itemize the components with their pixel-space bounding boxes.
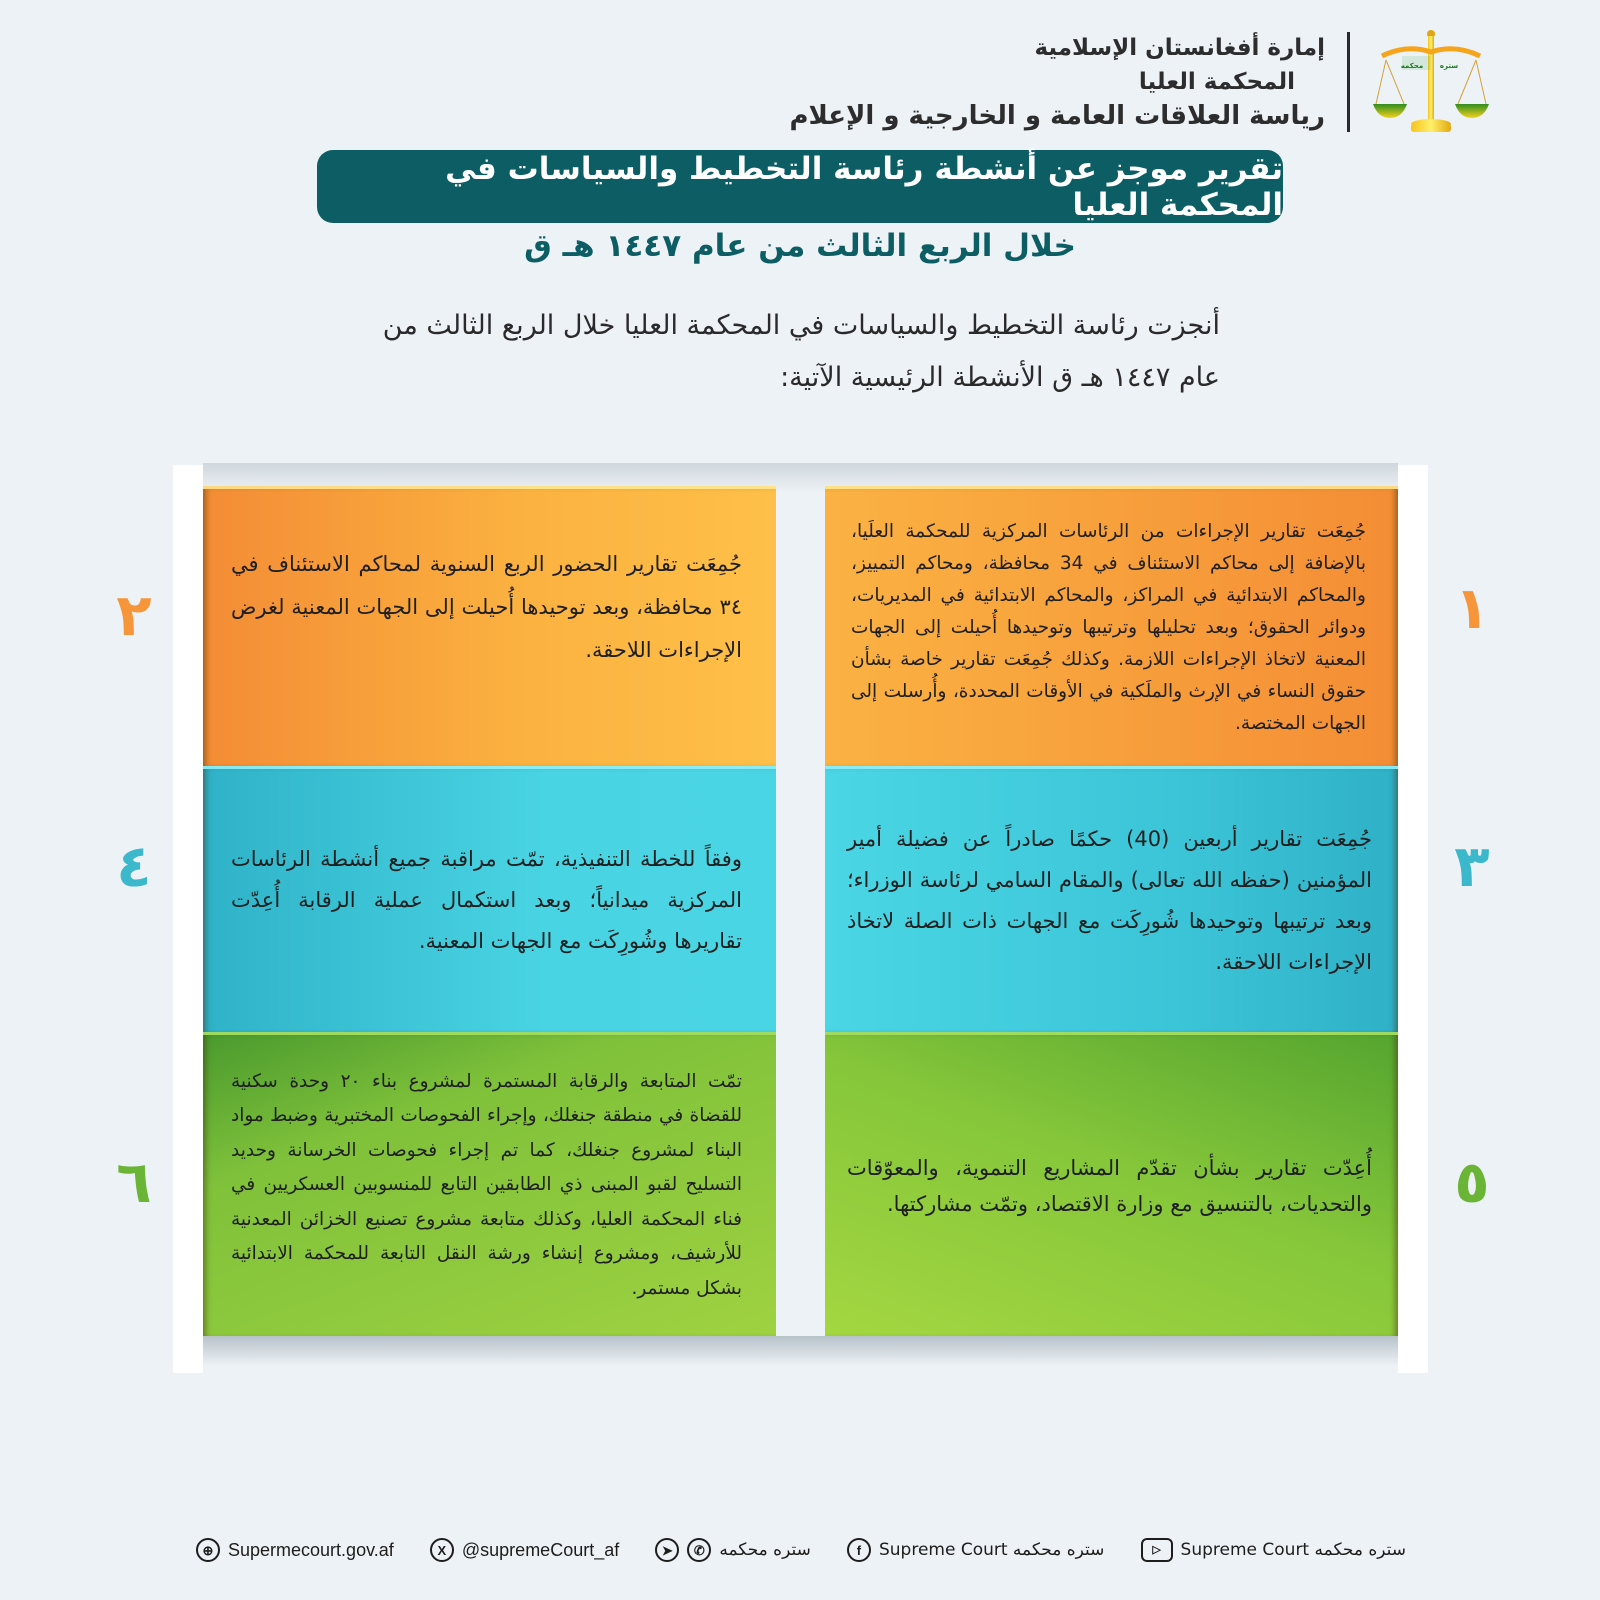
activity-number-4: ٤ xyxy=(116,832,152,900)
x-icon: X xyxy=(430,1538,454,1562)
x-link[interactable] xyxy=(430,1538,619,1562)
facebook-text: ستره محکمه Supreme Court xyxy=(878,1540,1105,1560)
activity-card-2 xyxy=(203,486,776,766)
website-text: Supermecourt.gov.af xyxy=(228,1539,394,1560)
messaging-text: ستره محکمه xyxy=(719,1540,811,1560)
board-bottom-shadow xyxy=(203,1336,1398,1366)
activity-text-1: جُمِعَت تقارير الإجراءات من الرئاسات المركزية للمحكمة العلَيا، بالإضافة إلى محاكم الاستئناف في 34 محافظة، ومحاكم التمييز، والمحاكم الابتدائية في المراكز، والمحاكم الابتدائية في المديريات، ودوائر الحقوق؛ وبعد تحليلها وترتيبها وتوحيدها أُحيلت إلى الجهات المعنية لاتخاذ الإجراءات اللازمة. وكذلك جُمِعَت تقارير خاصة بشأن حقوق النساء في الإرث والملَكية في الأوقات المحددة، وأُرسلت إلى الجهات المختصة. xyxy=(851,520,1366,734)
activity-text-5: أُعِدّت تقارير بشأن تقدّم المشاريع التنموية، والمعوّقات والتحديات، بالتنسيق مع وزارة الاقتصاد، وتمّت مشاركتها. xyxy=(847,1155,1372,1216)
whatsapp-icon: ✆ xyxy=(687,1538,711,1562)
youtube-link[interactable] xyxy=(1141,1538,1406,1562)
report-subtitle: خلال الربع الثالث من عام ١٤٤٧ هـ ق xyxy=(524,228,1076,264)
activity-card-3 xyxy=(825,766,1398,1032)
board-frame-right xyxy=(1398,465,1428,1373)
messaging-link[interactable] xyxy=(655,1538,810,1562)
x-handle-text: @supremeCourt_af xyxy=(461,1539,620,1560)
activity-number-2: ٢ xyxy=(116,581,152,649)
telegram-icon: ➤ xyxy=(655,1538,679,1562)
report-title-banner xyxy=(317,150,1283,223)
activity-number-3: ٣ xyxy=(1454,832,1490,900)
activity-card-6 xyxy=(203,1032,776,1336)
court-name: المحكمة العليا xyxy=(1138,69,1295,95)
activity-number-5: ٥ xyxy=(1454,1148,1490,1216)
header xyxy=(789,26,1490,138)
report-title: تقرير موجز عن أنشطة رئاسة التخطيط والسياسات في المحكمة العليا xyxy=(445,150,1283,223)
svg-text:ستره: ستره xyxy=(1439,62,1459,70)
department-name: رياسة العلاقات العامة و الخارجية و الإعلام xyxy=(789,101,1325,131)
activity-text-4: وفقاً للخطة التنفيذية، تمّت مراقبة جميع أنشطة الرئاسات المركزية ميدانياً؛ وبعد استكمال عملية الرقابة أُعِدّت تقاريرها وشُورِكَت مع الجهات المعنية. xyxy=(231,847,742,953)
board-frame-left xyxy=(173,465,203,1373)
activity-text-6: تمّت المتابعة والرقابة المستمرة لمشروع بناء ٢٠ وحدة سكنية للقضاة في منطقة جنغلك، وإجراء الفحوصات المختبرية وضبط مواد البناء لمشروع جنغلك، كما تم إجراء فحوصات الخرسانة وحديد التسليح لقبو المبنى ذي الطابقين التابع للمنسوبين العسكريين في فناء المحكمة العليا، وكذلك متابعة مشروع تصنيع الخزائن المعدنية للأرشيف، ومشروع إنشاء ورشة النقل التابعة للمحكمة الابتدائية بشكل مستمر. xyxy=(231,1070,742,1299)
activity-card-1 xyxy=(825,486,1398,766)
activity-text-2: جُمِعَت تقارير الحضور الربع السنوية لمحاكم الاستئناف في ٣٤ محافظة، وبعد توحيدها أُحيلت إلى الجهات المعنية لغرض الإجراءات اللاحقة. xyxy=(231,552,742,662)
organization-name: إمارة أفغانستان الإسلامية xyxy=(1034,35,1325,61)
scales-of-justice-logo-icon xyxy=(1372,26,1490,138)
facebook-icon: f xyxy=(847,1538,871,1562)
activity-card-5 xyxy=(825,1032,1398,1336)
activity-number-1: ١ xyxy=(1454,574,1490,642)
youtube-text: ستره محکمه Supreme Court xyxy=(1180,1540,1406,1560)
activity-card-4 xyxy=(203,766,776,1032)
header-divider xyxy=(1347,32,1350,132)
header-titles xyxy=(789,31,1325,133)
globe-icon: ⊕ xyxy=(196,1538,220,1562)
activity-number-6: ٦ xyxy=(116,1148,152,1216)
youtube-icon: ▷ xyxy=(1141,1538,1173,1562)
intro-paragraph: أنجزت رئاسة التخطيط والسياسات في المحكمة العليا خلال الربع الثالث من عام ١٤٤٧ هـ ق الأنشطة الرئيسية الآتية: xyxy=(382,310,1220,393)
website-link[interactable] xyxy=(196,1538,394,1562)
footer-contacts xyxy=(196,1538,1406,1562)
facebook-link[interactable] xyxy=(847,1538,1104,1562)
svg-text:محكمه: محكمه xyxy=(1400,62,1424,70)
activity-text-3: جُمِعَت تقارير أربعين (40) حكمًا صادراً عن فضيلة أمير المؤمنين (حفظه الله تعالى) والمقام السامي لرئاسة الوزراء؛ وبعد ترتيبها وتوحيدها شُورِكَت مع الجهات ذات الصلة لاتخاذ الإجراءات اللاحقة. xyxy=(847,826,1372,974)
